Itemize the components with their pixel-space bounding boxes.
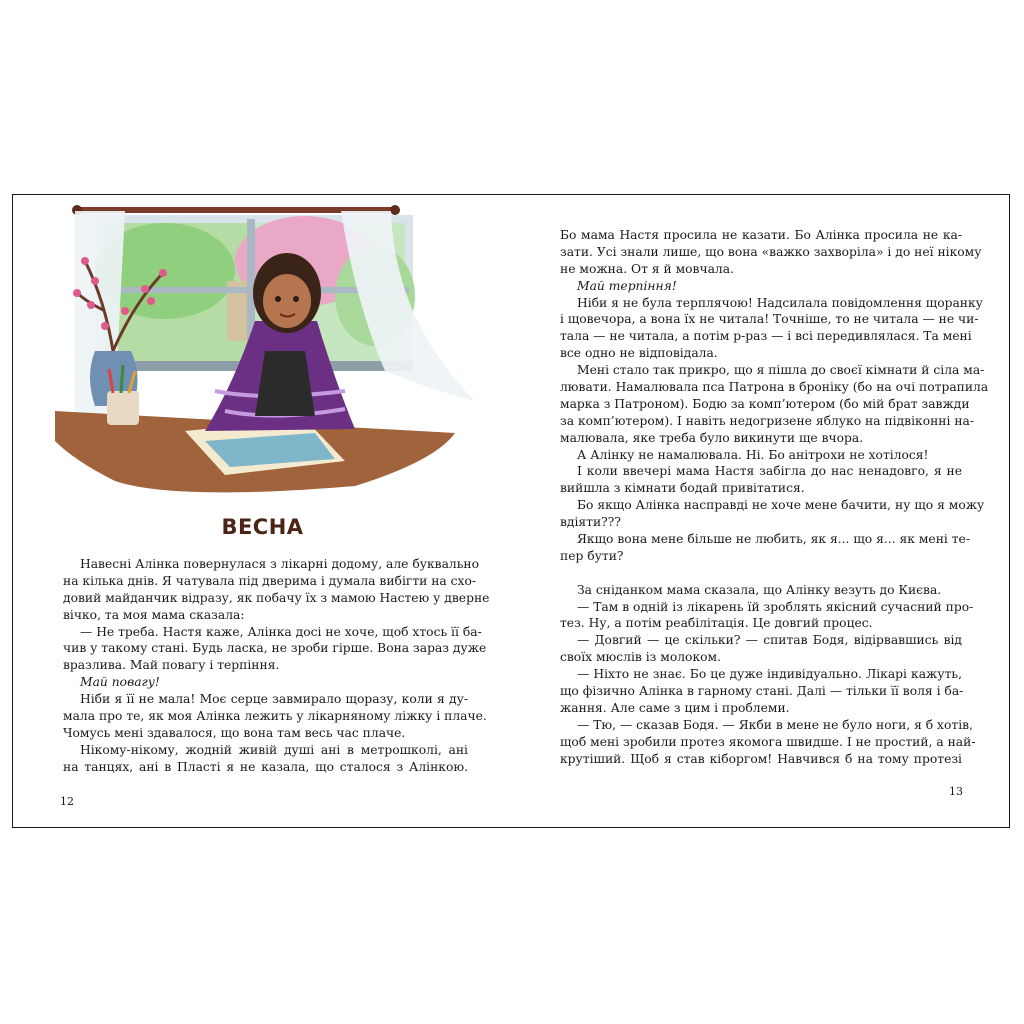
text-line: — Тю, — сказав Бодя. — Якби в мене не було ноги, я б хотів, <box>577 717 973 732</box>
text-line: на танцях, ані в Пласті я не казала, що сталося з Алінкою. <box>63 759 468 774</box>
text-line: не можна. От я й мовчала. <box>560 261 734 276</box>
girl-face <box>263 274 311 328</box>
text-line: крутіший. Щоб я став кіборгом! Навчився б на тому протезі <box>560 751 962 766</box>
text-line: — Довгий — це скільки? — спитав Бодя, відірвавшись від <box>577 633 962 648</box>
text-line: Бо мама Настя просила не казати. Бо Алінка просила не ка- <box>560 228 962 242</box>
text-line: І коли ввечері мама Настя забігла до нас ненадовго, я не <box>577 464 962 479</box>
text-line: Май терпіння! <box>577 278 677 293</box>
right-page-text <box>560 227 989 768</box>
pencil-mug <box>107 391 139 425</box>
text-line: марка з Патроном). Бодю за комп’ютером (бо мій брат завжди <box>560 396 970 411</box>
text-line: Якщо вона мене більше не любить, як я... що я... як мені те- <box>577 532 970 547</box>
text-line: Чомусь мені здавалося, що вона там весь час плаче. <box>63 725 406 740</box>
text-line: — Ніхто не знає. Бо це дуже індивідуально. Лікарі кажуть, <box>577 667 962 682</box>
text-line: зати. Усі знали лише, що вона «важко захворіла» і до неї нікому <box>560 244 982 259</box>
text-line: своїх мюслів із молоком. <box>560 650 722 665</box>
left-page-text <box>63 556 490 776</box>
text-line: тез. Ну, а потім реабілітація. Це довгий процес. <box>560 616 873 631</box>
text-line: довий майданчик відразу, як побачу їх з мамою Настею у дверне <box>63 590 490 605</box>
text-line: лювати. Намалювала пса Патрона в броніку (бо на очі потрапила <box>560 380 989 395</box>
text-line: — Не треба. Настя каже, Алінка досі не хоче, щоб хтось її ба- <box>80 624 482 639</box>
text-line: пер бути? <box>560 548 624 563</box>
text-line: тала — не читала, а потім р-раз — і всі передивлялася. Та мені <box>560 329 972 344</box>
text-line: — Там в одній із лікарень їй зроблять якісний сучасний про- <box>577 599 974 614</box>
text-line: чив у такому стані. Будь ласка, не зроби гірше. Вона зараз дуже <box>63 641 487 656</box>
chapter-title: ВЕСНА <box>221 515 304 539</box>
text-line: Навесні Алінка повернулася з лікарні додому, але буквально <box>80 557 480 571</box>
text-line: жання. Але саме з цим і проблеми. <box>560 700 790 715</box>
text-line: вразлива. Май повагу і терпіння. <box>63 658 280 673</box>
book-spread <box>12 194 1010 828</box>
text-line: вийшла з кімнати бодай привітатися. <box>560 481 805 496</box>
text-line: вічко, та моя мама сказала: <box>63 607 245 622</box>
text-line: і щовечора, а вона їх не читала! Точніше, то не читала — не чи- <box>560 312 979 327</box>
text-line: все одно не відповідала. <box>560 346 718 361</box>
illustration-girl-drawing-at-window <box>55 201 495 501</box>
text-line: За сніданком мама сказала, що Алінку везуть до Києва. <box>577 582 942 597</box>
right-page-number: 13 <box>949 785 963 798</box>
left-page-number: 12 <box>60 795 74 808</box>
text-line: Май повагу! <box>80 675 160 690</box>
text-line: Бо якщо Алінка насправді не хоче мене бачити, ну що я можу <box>577 498 985 513</box>
text-line: щоб мені зробили протез якомога швидше. І не простий, а най- <box>560 734 976 749</box>
text-line: А Алінку не намалювала. Ні. Бо анітрохи не хотілося! <box>577 447 929 462</box>
text-line: що фізично Алінка в гарному стані. Далі — тільки її воля і ба- <box>560 684 964 699</box>
text-line <box>560 565 962 582</box>
text-line: за комп’ютером). І навіть недогризене яблуко на підвіконні на- <box>560 413 975 428</box>
text-line: Ніби я її не мала! Моє серце завмирало щоразу, коли я ду- <box>80 692 468 707</box>
text-line: Нікому-нікому, жодній живій душі ані в метрошколі, ані <box>80 742 468 757</box>
text-line: на кілька днів. Я чатувала під дверима і думала вибігти на схо- <box>63 573 477 588</box>
text-line: малювала, яке треба було викинути ще вчора. <box>560 430 864 445</box>
text-line: Ніби я не була терплячою! Надсилала повідомлення щоранку <box>577 295 983 310</box>
text-line: вдіяти??? <box>560 515 621 530</box>
text-line: Мені стало так прикро, що я пішла до своєї кімнати й сіла ма- <box>577 363 985 378</box>
text-line: мала про те, як моя Алінка лежить у лікарняному ліжку і плаче. <box>63 709 487 724</box>
